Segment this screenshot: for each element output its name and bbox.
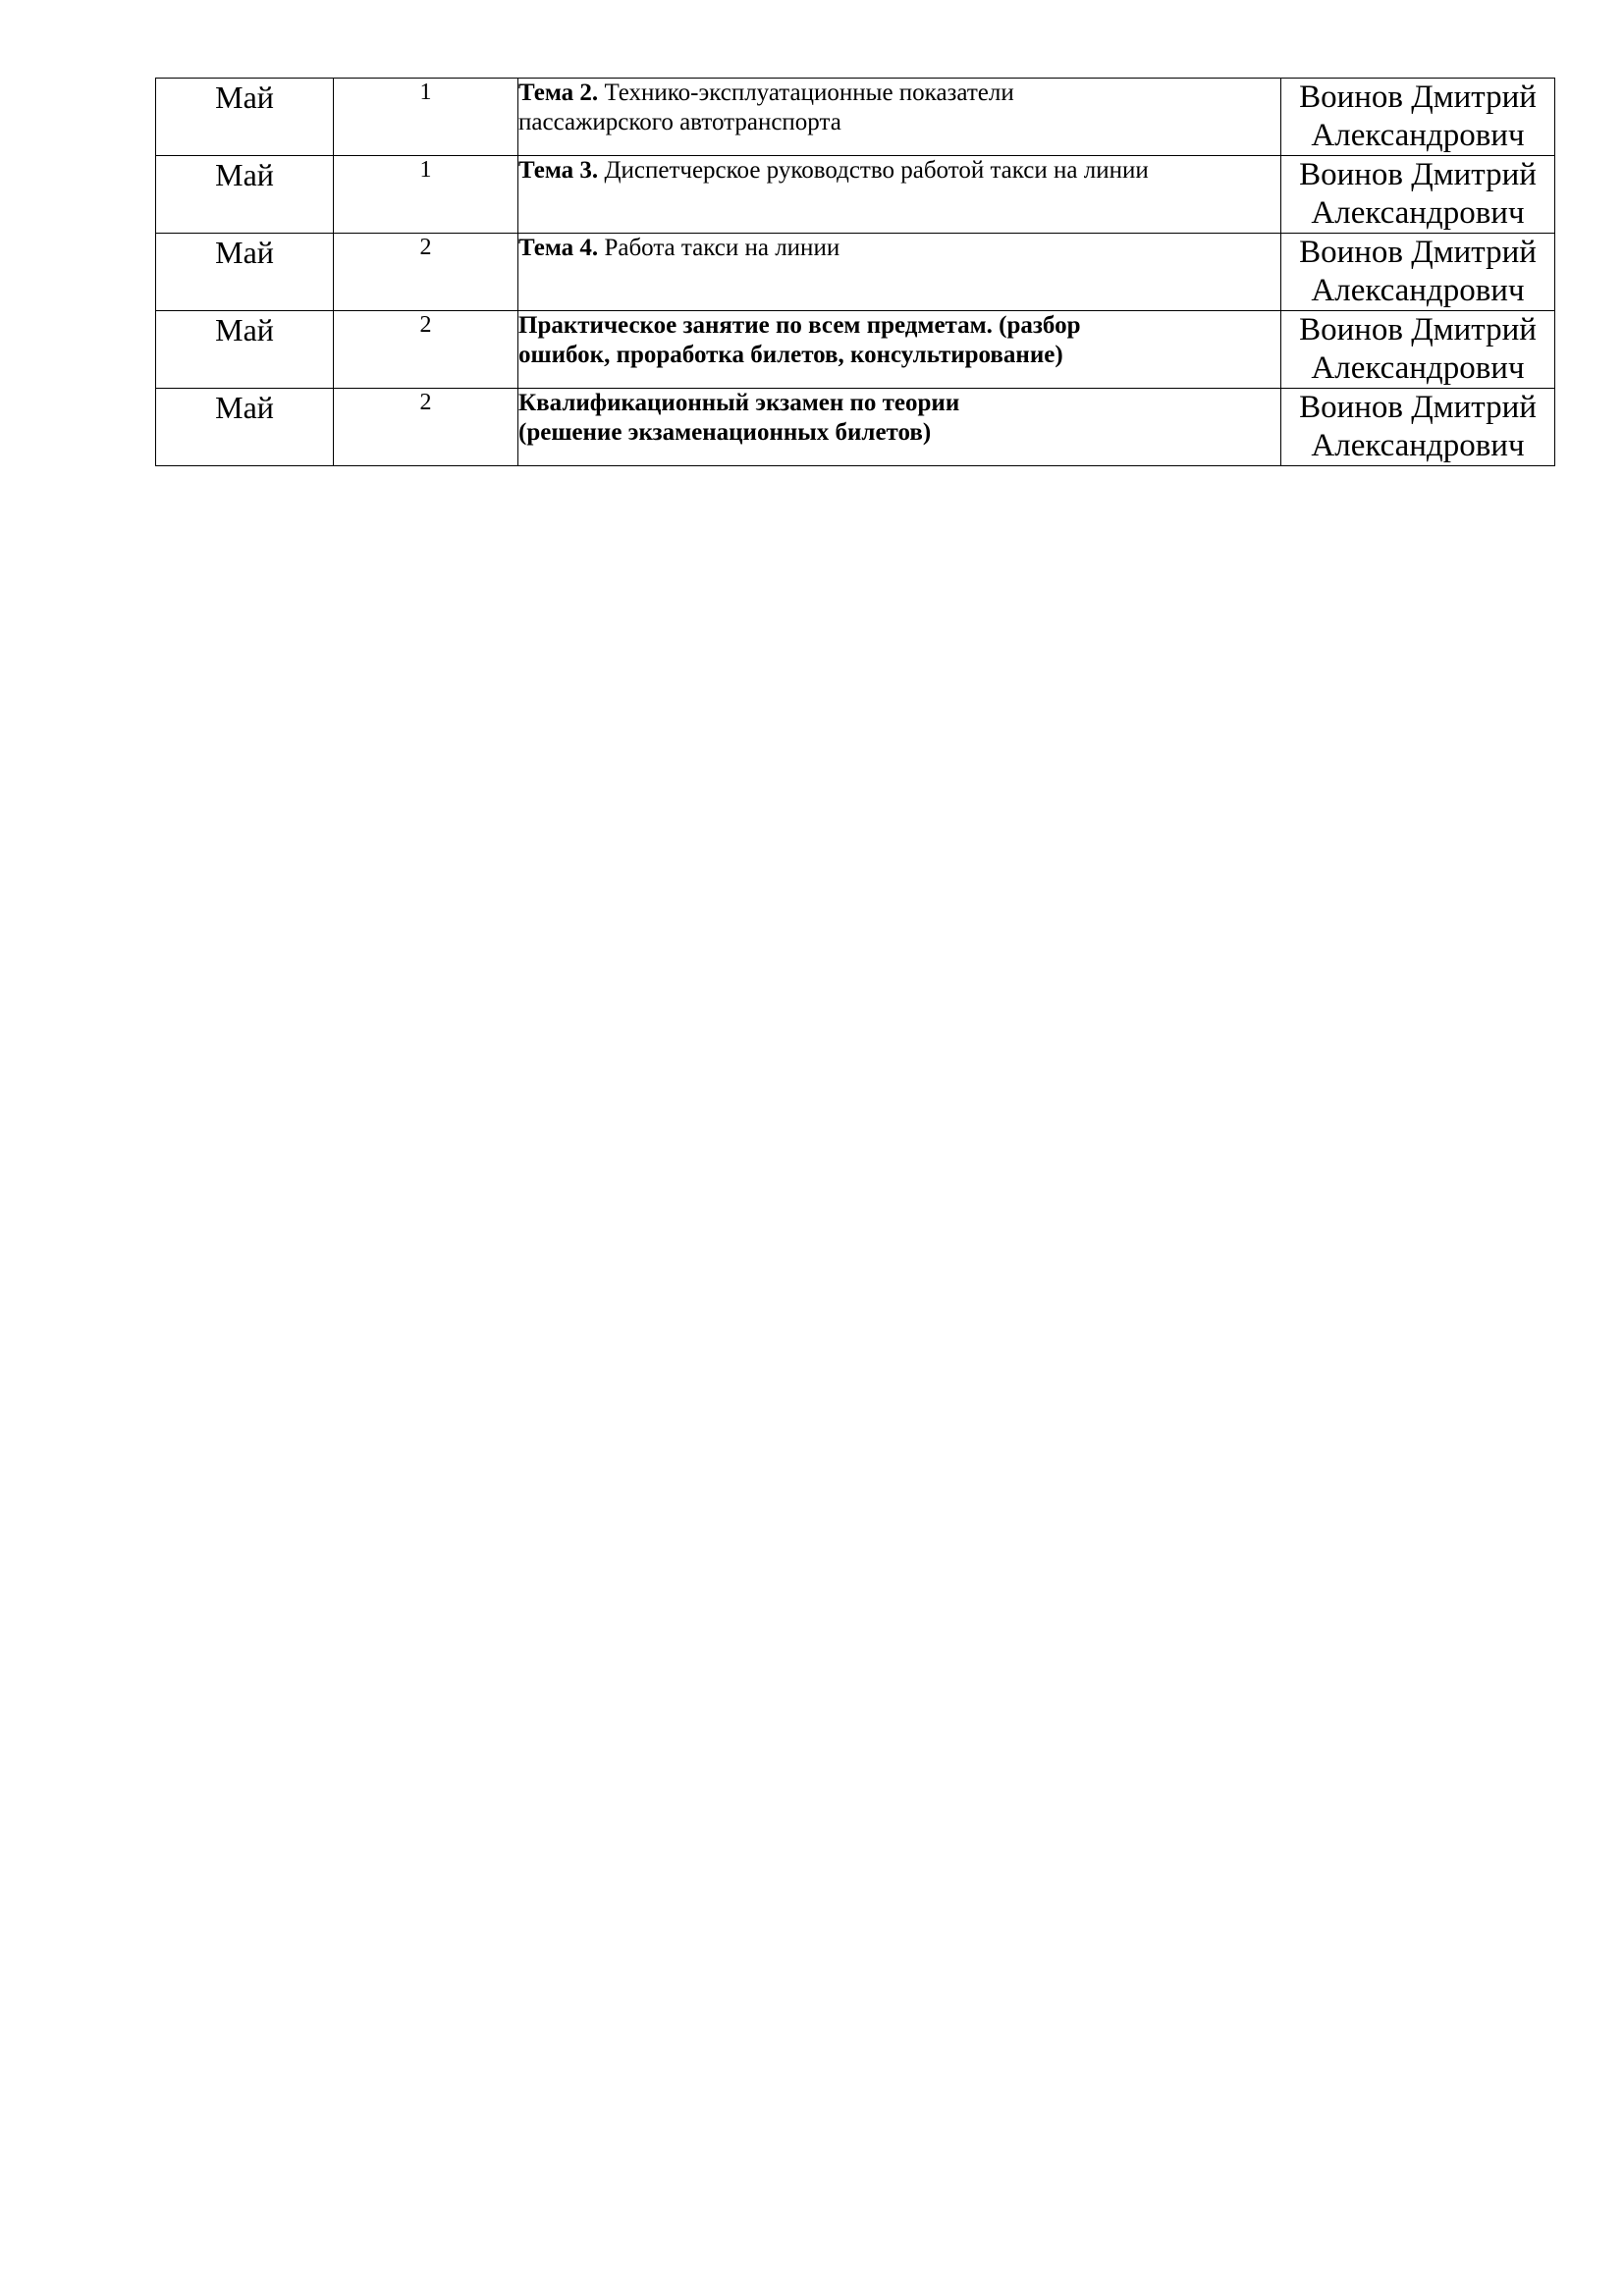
hours-cell: 2 xyxy=(334,311,518,389)
month-cell: Май xyxy=(156,389,334,466)
hours-cell: 2 xyxy=(334,234,518,311)
table-row xyxy=(156,156,1555,234)
table-row xyxy=(156,311,1555,389)
topic-number: Тема 2. xyxy=(518,80,599,106)
topic-cell xyxy=(518,389,1281,466)
hours-cell: 2 xyxy=(334,389,518,466)
month-cell: Май xyxy=(156,156,334,234)
month-cell: Май xyxy=(156,311,334,389)
teacher-cell xyxy=(1281,389,1555,466)
table-row xyxy=(156,234,1555,311)
hours-cell: 1 xyxy=(334,79,518,156)
topic-title-continued: пассажирского автотранспорта xyxy=(518,109,841,135)
topic-title: Технико-эксплуатационные показатели xyxy=(598,80,1014,106)
schedule-table xyxy=(155,78,1555,466)
hours-cell: 1 xyxy=(334,156,518,234)
topic-title-continued: (решение экзаменационных билетов) xyxy=(518,419,932,446)
topic-cell xyxy=(518,311,1281,389)
topic-number: Тема 3. xyxy=(518,157,599,184)
table-row xyxy=(156,79,1555,156)
teacher-cell xyxy=(1281,234,1555,311)
teacher-name: Воинов Дмитрий xyxy=(1299,157,1537,192)
teacher-cell xyxy=(1281,311,1555,389)
topic-title: Работа такси на линии xyxy=(598,235,840,261)
topic-title: Диспетчерское руководство работой такси на линии xyxy=(598,157,1149,184)
topic-number: Тема 4. xyxy=(518,235,599,261)
teacher-patronymic: Александрович xyxy=(1311,195,1525,231)
month-cell: Май xyxy=(156,234,334,311)
teacher-cell xyxy=(1281,156,1555,234)
topic-title-continued: ошибок, проработка билетов, консультирование) xyxy=(518,342,1063,368)
teacher-name: Воинов Дмитрий xyxy=(1299,235,1537,270)
topic-cell xyxy=(518,156,1281,234)
table-row xyxy=(156,389,1555,466)
teacher-cell xyxy=(1281,79,1555,156)
month-cell: Май xyxy=(156,79,334,156)
teacher-name: Воинов Дмитрий xyxy=(1299,80,1537,115)
teacher-name: Воинов Дмитрий xyxy=(1299,390,1537,425)
teacher-patronymic: Александрович xyxy=(1311,350,1525,386)
teacher-patronymic: Александрович xyxy=(1311,273,1525,308)
topic-cell xyxy=(518,79,1281,156)
teacher-patronymic: Александрович xyxy=(1311,428,1525,463)
teacher-name: Воинов Дмитрий xyxy=(1299,312,1537,347)
teacher-patronymic: Александрович xyxy=(1311,118,1525,153)
topic-title: Практическое занятие по всем предметам. (разбор xyxy=(518,312,1081,339)
topic-title: Квалификационный экзамен по теории xyxy=(518,390,960,416)
topic-cell xyxy=(518,234,1281,311)
